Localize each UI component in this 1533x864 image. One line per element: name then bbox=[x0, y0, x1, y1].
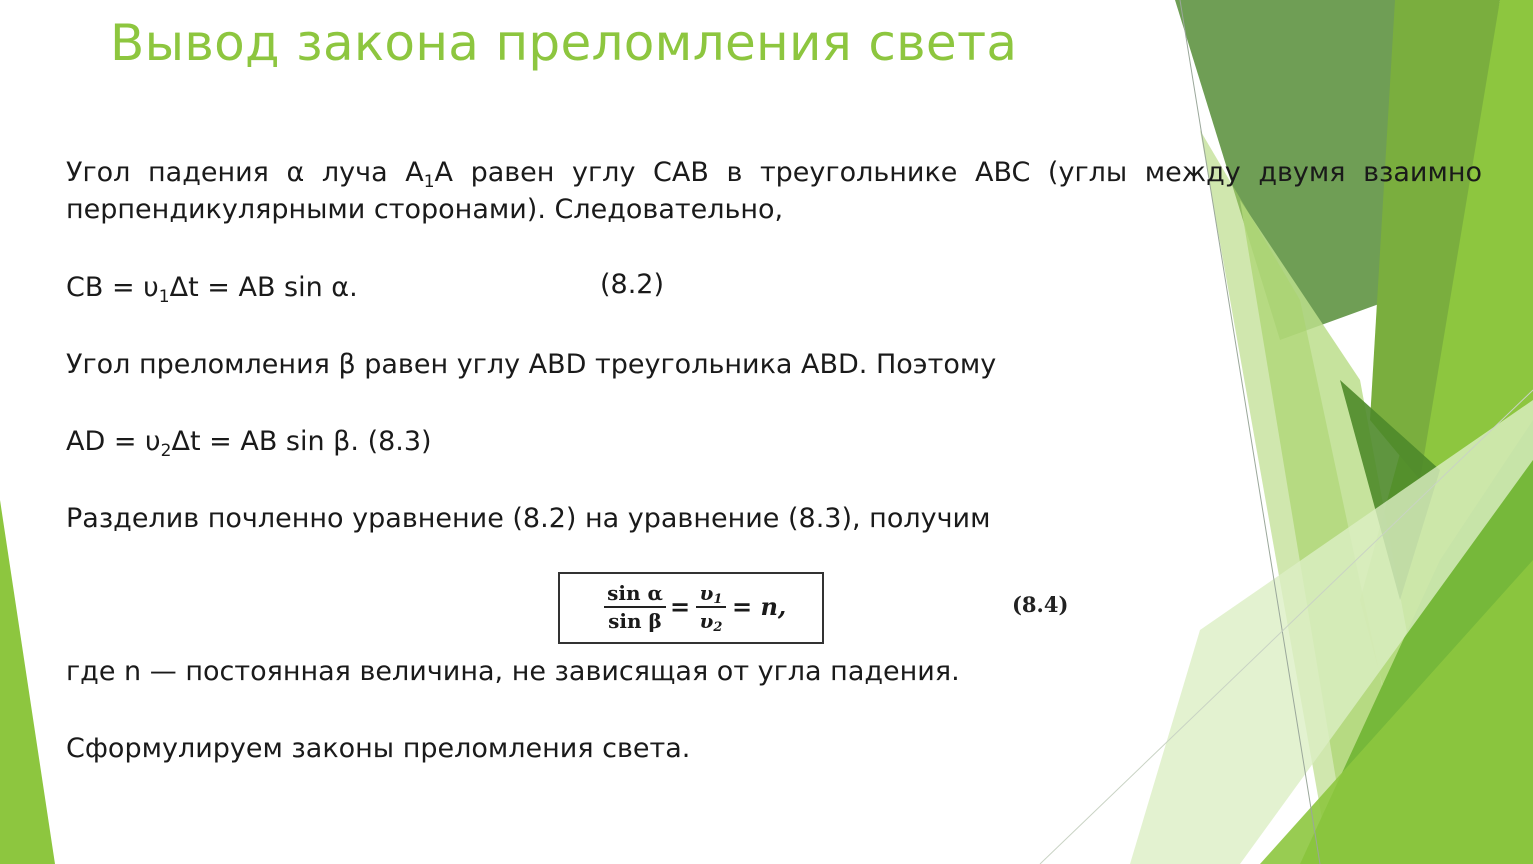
fraction-sin-bar bbox=[604, 606, 666, 608]
equation-8-2 bbox=[66, 269, 358, 306]
formula-8-4-box bbox=[558, 572, 824, 644]
v2-sub: 2 bbox=[713, 620, 723, 635]
paragraph-refraction-angle: Угол преломления β равен углу ABD треугольника ABD. Поэтому bbox=[66, 349, 997, 380]
eq83-right: Δt = AB sin β. (8.3) bbox=[171, 426, 432, 457]
paragraph-divide: Разделив почленно уравнение (8.2) на уравнение (8.3), получим bbox=[66, 503, 991, 534]
formula-tail: = n, bbox=[732, 592, 787, 621]
eq82-subscript: 1 bbox=[158, 287, 170, 307]
eq82-left: CB = υ bbox=[66, 272, 159, 303]
paragraph-incidence-angle bbox=[66, 154, 1482, 228]
slide-title: Вывод закона преломления света bbox=[110, 14, 1018, 72]
paragraph-n-constant: где n — постоянная величина, не зависящая от угла падения. bbox=[66, 656, 960, 687]
fraction-sin-denominator: sin β bbox=[608, 609, 662, 633]
equals-sign: = bbox=[670, 592, 691, 621]
v2-main: υ bbox=[699, 609, 714, 633]
v1-sub: 1 bbox=[713, 592, 723, 607]
eq83-left: AD = υ bbox=[66, 426, 161, 457]
left-green-sliver bbox=[0, 500, 55, 864]
fraction-sin-numerator: sin α bbox=[607, 581, 663, 605]
fraction-velocity bbox=[696, 581, 726, 633]
equation-8-3 bbox=[66, 423, 432, 460]
v1-main: υ bbox=[699, 581, 714, 605]
eq82-right: Δt = AB sin α. bbox=[169, 272, 358, 303]
fraction-velocity-denominator bbox=[696, 609, 726, 633]
p1-text-continued: A равен углу CAB в треугольнике ABC (углы между двумя взаимно перпендикулярными сторонами). Следовательно, bbox=[66, 157, 1482, 225]
formula-8-4-number: (8.4) bbox=[1012, 592, 1069, 617]
eq83-subscript: 2 bbox=[160, 441, 172, 461]
p1-text: Угол падения α луча A bbox=[66, 157, 424, 188]
fraction-velocity-numerator bbox=[696, 581, 726, 605]
fraction-sin bbox=[604, 581, 666, 633]
p1-subscript: 1 bbox=[423, 172, 435, 192]
equation-8-2-number: (8.2) bbox=[600, 269, 665, 300]
paragraph-formulate-laws: Сформулируем законы преломления света. bbox=[66, 733, 691, 764]
